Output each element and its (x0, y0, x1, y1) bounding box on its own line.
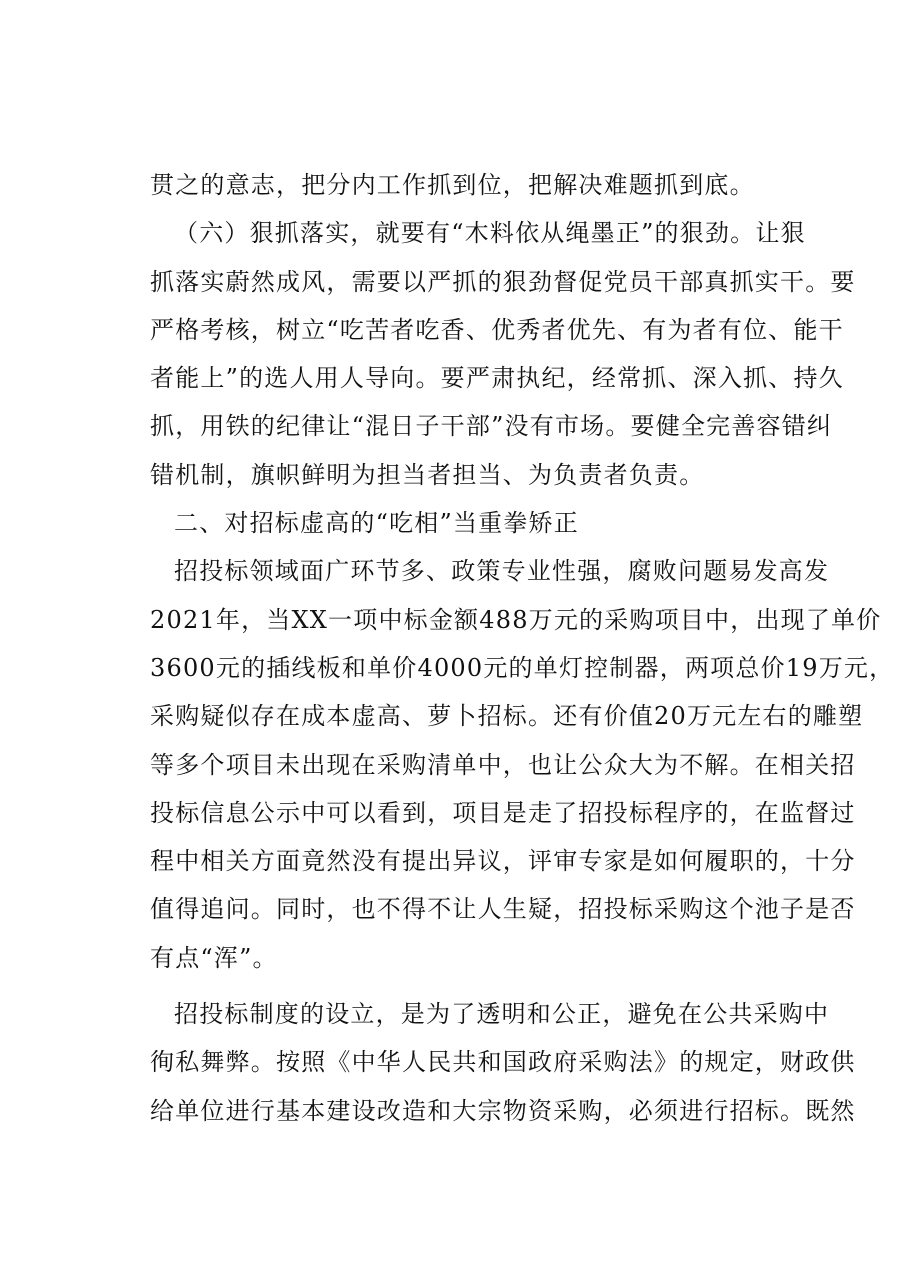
text-line: 抓，用铁的纪律让“混日子干部”没有市场。要健全完善容错纠 (150, 412, 833, 441)
text-line: 错机制，旗帜鲜明为担当者担当、为负责者负责。 (150, 460, 705, 489)
paragraph-six-start: （六）狠抓落实，就要有“木料依从绳墨正”的狠劲。让狠 (174, 219, 806, 248)
text-line: 等多个项目未出现在采购清单中，也让公众大为不解。在相关招 (150, 750, 856, 779)
section-heading: 二、对招标虚高的“吃相”当重拳矫正 (174, 509, 579, 538)
text-line: 抓落实蔚然成风，需要以严抓的狠劲督促党员干部真抓实干。要 (150, 267, 856, 296)
paragraph-system-start: 招投标制度的设立，是为了透明和公正，避免在公共采购中 (174, 1000, 830, 1029)
text-line: 值得追问。同时，也不得不让人生疑，招投标采购这个池子是否 (150, 895, 856, 924)
text-line: 贯之的意志，把分内工作抓到位，把解决难题抓到底。 (150, 171, 755, 199)
text-line: 给单位进行基本建设改造和大宗物资采购，必须进行招标。既然 (150, 1096, 856, 1125)
paragraph-bidding-start: 招投标领域面广环节多、政策专业性强，腐败问题易发高发 (174, 557, 830, 586)
text-line: 徇私舞弊。按照《中华人民共和国政府采购法》的规定，财政供 (150, 1048, 856, 1077)
paragraph-gap (150, 982, 830, 990)
text-line: 投标信息公示中可以看到，项目是走了招投标程序的，在监督过 (150, 798, 856, 827)
document-body (150, 161, 895, 1135)
text-line: 程中相关方面竟然没有提出异议，评审专家是如何履职的，十分 (150, 847, 856, 876)
text-line: 者能上”的选人用人导向。要严肃执纪，经常抓、深入抓、持久 (150, 364, 844, 393)
text-line: 3600元的插线板和单价4000元的单灯控制器，两项总价19万元， (150, 653, 895, 682)
text-line: 采购疑似存在成本虚高、萝卜招标。还有价值20万元左右的雕塑 (150, 702, 864, 731)
text-line: 2021年，当XX一项中标金额488万元的采购项目中，出现了单价 (150, 605, 882, 634)
text-line: 有点“浑”。 (150, 943, 278, 972)
text-line: 严格考核，树立“吃苦者吃香、优秀者优先、有为者有位、能干 (150, 315, 844, 344)
